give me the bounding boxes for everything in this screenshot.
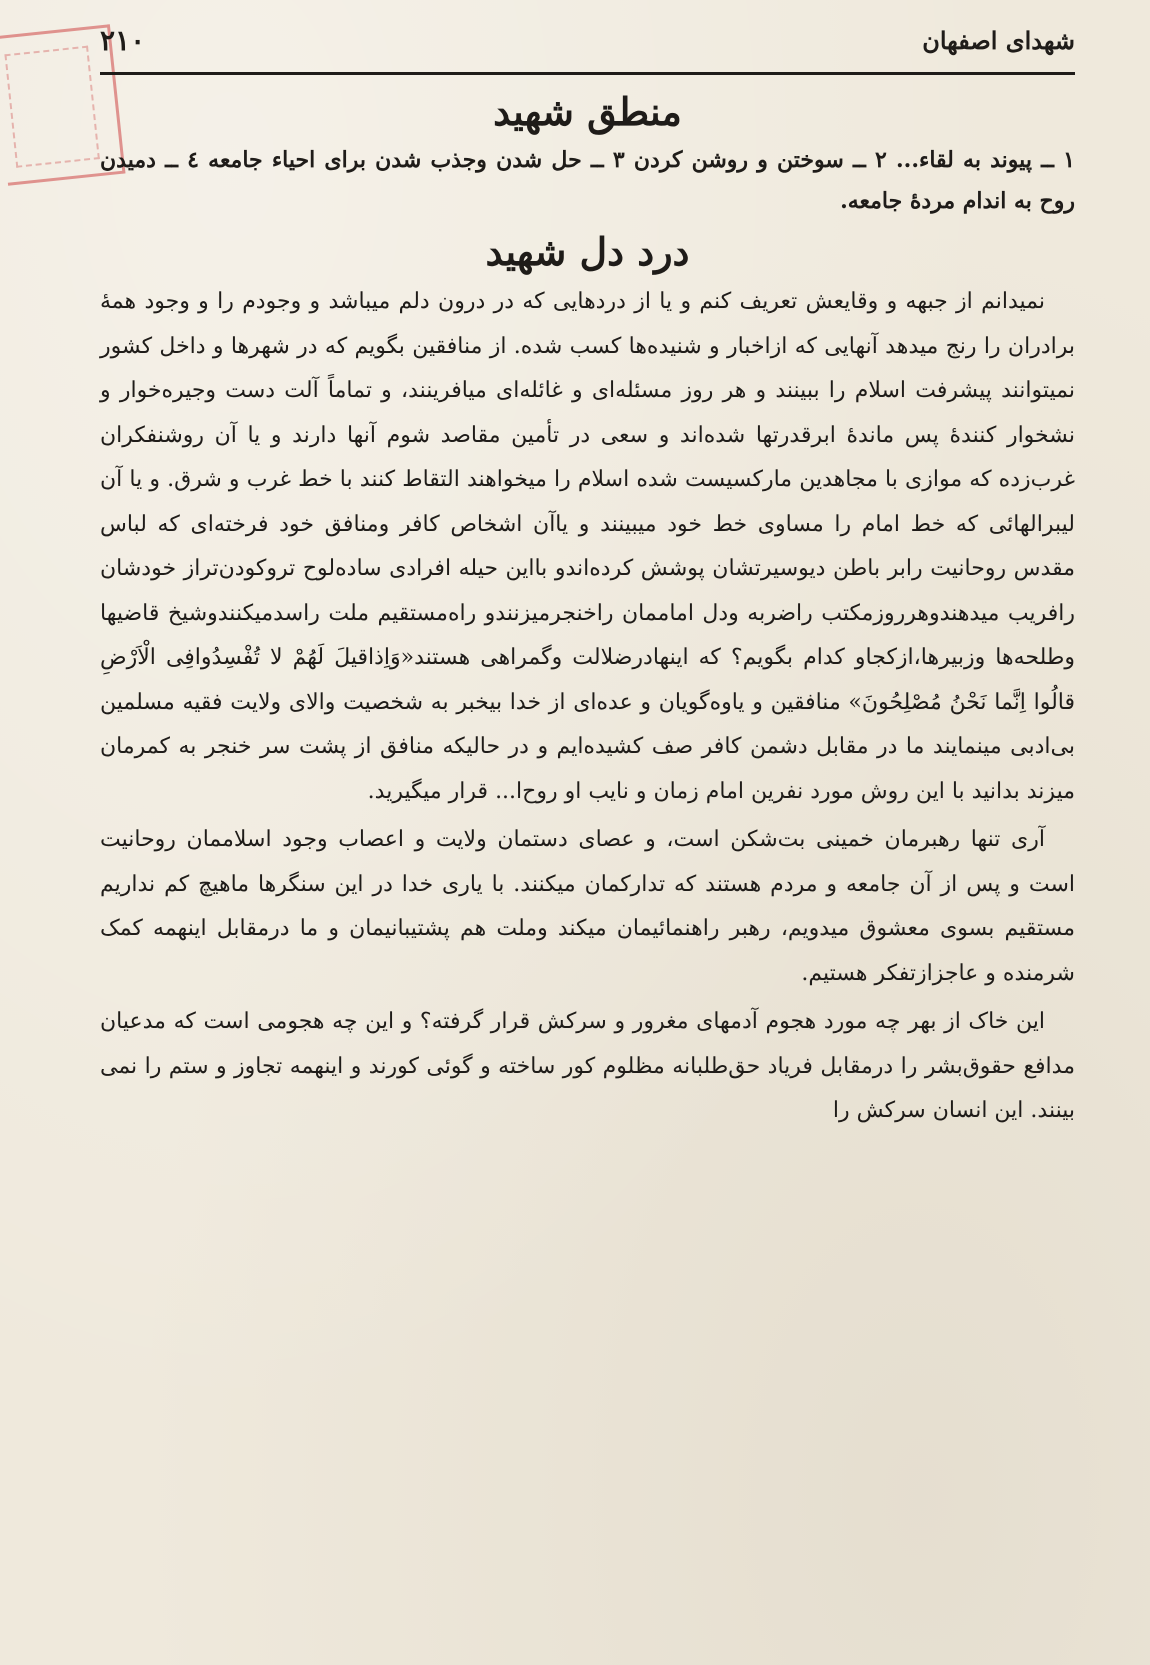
page-number: ۲۱۰ (100, 24, 146, 57)
section-summary: ۱ ــ پیوند به لقاء... ۲ ــ سوختن و روشن کردن ۳ ــ حل شدن وجذب شدن برای احیاء جامعه ٤ ــ دمیدن روح به اندام مردهٔ جامعه. (100, 147, 1075, 214)
body-paragraph-1: نمیدانم از جبهه و وقایعش تعریف کنم و یا از دردهایی که در درون دلم میباشد و وجودم را و وجود همهٔ برادران را رنج میدهد آنهایی که ازاخبار و شنیده‌ها کسب شده. از منافقین بگویم که در شهرها و داخل کشور نمیتوانند پیشرفت اسلام را ببینند و هر روز مسئله‌ای و غائله‌ای میافرینند، و تماماً آلت دست وجیره‌خوار و نشخوار کنندهٔ پس ماندهٔ ابرقدرتها شده‌اند و سعی در تأمین مقاصد شوم آنها دارند و یا آن روشنفکران غرب‌زده که موازی با مجاهدین مارکسیست شده اسلام را میخواهند التقاط کنند با خط غرب و شرق. و یا آن لیبرالهائی که خط امام را مساوی خط خود میبینند و یاآن اشخاص کافر ومنافق خود فرخته‌ای که لباس مقدس روحانیت رابر باطن دیوسیرتشان پوشش کرده‌اندو بااین حیله افرادی ساده‌لوح تروکودن‌تراز خودشان رافریب میدهندوهرروزمکتب راضربه ودل اماممان راخنجرمیزنندو راه‌مستقیم ملت راسدمیکنندوشیخ قاضیها وطلحه‌ها وزبیرها،ازکجاو کدام بگویم؟ که اینهادرضلالت وگمراهی هستند«وَاِذاقیلَ لَهُمْ لا تُفْسِدُوافِی الْاَرْضِ قالُوا اِنَّما نَحْنُ مُصْلِحُونَ» منافقین و یاوه‌گویان و عده‌ای از خدا بیخبر به شخصیت والای ولایت فقیه مسلمین بی‌ادبی مینمایند ما در مقابل دشمن کافر صف کشیده‌ایم و در حالیکه منافق از پشت سر خنجر به کمرمان میزند بدانید با این روش مورد نفرین امام زمان و نایب او روح‌ا... قرار میگیرید. (100, 289, 1075, 804)
header-rule (100, 72, 1075, 75)
body-paragraph-3: این خاک از بهر چه مورد هجوم آدمهای مغرور و سرکش قرار گرفته؟ و این چه هجومی است که مدعیان مدافع حقوق‌بشر را درمقابل فریاد حق‌طلبانه مظلوم کور ساخته و گوئی کورند و اینهمه تجاوز و ستم را نمی بینند. این انسان سرکش را (100, 1009, 1075, 1123)
page-header (100, 22, 1075, 76)
section-title-heartache: درد دل شهید (485, 229, 690, 274)
body-paragraph-2: آری تنها رهبرمان خمینی بت‌شکن است، و عصای دستمان ولایت و اعصاب وجود اسلاممان روحانیت است و پس از آن جامعه و مردم هستند که تدارکمان میکنند. با یاری خدا در این سنگرها ماهیچ کم نداریم مستقیم بسوی معشوق میدویم، رهبر راهنمائیمان میکند وملت هم پشتیبانیمان و ما درمقابل اینهمه کمک شرمنده و عاجزازتفکر هستیم. (100, 827, 1075, 986)
section-title-logic: منطق شهید (493, 89, 682, 134)
page-body (100, 84, 1075, 1134)
running-head: شهدای اصفهان (922, 26, 1075, 55)
